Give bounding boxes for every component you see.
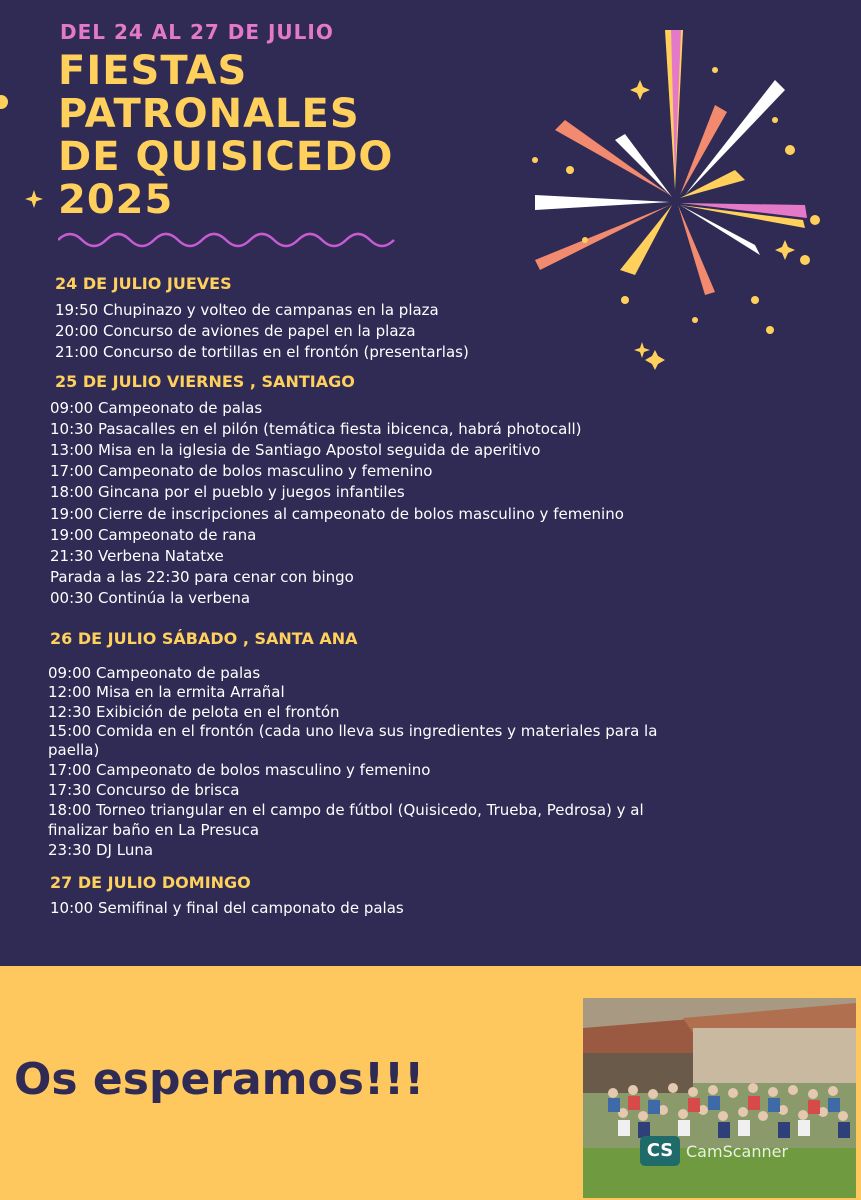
event-item: 20:00 Concurso de aviones de papel en la plaza	[55, 322, 416, 340]
event-item: 13:00 Misa en la iglesia de Santiago Apostol seguida de aperitivo	[50, 441, 541, 459]
star-icon	[634, 342, 650, 358]
event-item: 12:00 Misa en la ermita Arrañal	[48, 683, 285, 701]
title-line: 2025	[58, 177, 174, 223]
event-item: 17:00 Campeonato de bolos masculino y femenino	[50, 462, 433, 480]
camscanner-watermark: CamScanner	[686, 1142, 789, 1161]
star-icon	[25, 190, 43, 208]
title-line: FIESTAS	[58, 48, 248, 94]
event-item: 21:30 Verbena Natatxe	[50, 547, 224, 565]
event-item: 10:00 Semifinal y final del camponato de palas	[50, 899, 404, 917]
event-dates: DEL 24 AL 27 DE JULIO	[60, 20, 334, 44]
event-item: 09:00 Campeonato de palas	[48, 664, 261, 682]
event-item: 18:00 Gincana por el pueblo y juegos infantiles	[50, 483, 405, 501]
day-heading: 25 DE JULIO VIERNES , SANTIAGO	[55, 372, 355, 391]
event-item: 00:30 Continúa la verbena	[50, 589, 251, 607]
event-item: 17:00 Campeonato de bolos masculino y femenino	[48, 761, 431, 779]
event-item: 23:30 DJ Luna	[48, 841, 154, 859]
wavy-line-decoration	[58, 228, 403, 252]
poster-title	[58, 50, 393, 222]
closing-message: Os esperamos!!!	[14, 1054, 425, 1105]
event-item: Parada a las 22:30 para cenar con bingo	[50, 568, 354, 586]
event-item: 19:00 Cierre de inscripciones al campeonato de bolos masculino y femenino	[50, 505, 624, 523]
event-item: 18:00 Torneo triangular en el campo de fútbol (Quisicedo, Trueba, Pedrosa) y al	[48, 801, 644, 819]
event-item: finalizar baño en La Presuca	[48, 821, 260, 839]
event-item: 12:30 Exibición de pelota en el frontón	[48, 703, 340, 721]
event-item: 15:00 Comida en el frontón (cada uno lleva sus ingredientes y materiales para la	[48, 722, 658, 740]
decorative-dot	[0, 95, 8, 109]
event-item: 09:00 Campeonato de palas	[50, 399, 263, 417]
camscanner-logo: CS	[640, 1136, 680, 1166]
event-item: 21:00 Concurso de tortillas en el frontón (presentarlas)	[55, 343, 469, 361]
day-heading: 24 DE JULIO JUEVES	[55, 274, 232, 293]
event-item: 17:30 Concurso de brisca	[48, 781, 240, 799]
event-item: paella)	[48, 741, 100, 759]
title-line: DE QUISICEDO	[58, 134, 394, 180]
event-item: 10:30 Pasacalles en el pilón (temática fiesta ibicenca, habrá photocall)	[50, 420, 582, 438]
group-photo	[583, 998, 856, 1198]
event-item: 19:50 Chupinazo y volteo de campanas en la plaza	[55, 301, 439, 319]
title-line: PATRONALES	[58, 91, 360, 137]
day-heading: 26 DE JULIO SÁBADO , SANTA ANA	[50, 629, 358, 648]
event-item: 19:00 Campeonato de rana	[50, 526, 257, 544]
fireworks-illustration	[520, 10, 840, 370]
day-heading: 27 DE JULIO DOMINGO	[50, 873, 251, 892]
